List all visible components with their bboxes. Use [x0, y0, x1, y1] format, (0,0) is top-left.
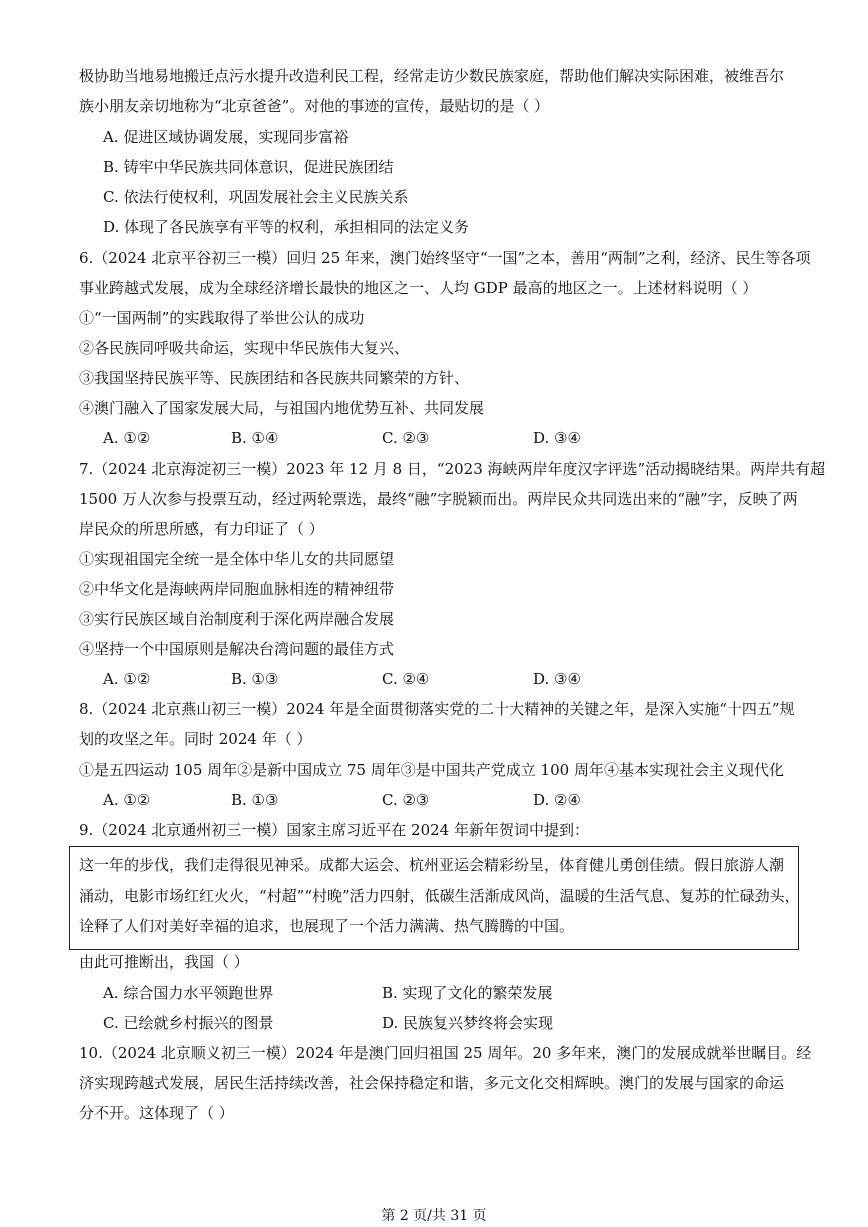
page-number: 第 2 页/共 31 页: [381, 1208, 487, 1224]
q5-option-d: D. 体现了各民族享有平等的权利，承担相同的法定义务: [103, 218, 470, 236]
q6-item-1: ①“一国两制”的实践取得了举世公认的成功: [79, 309, 365, 327]
q7-stem-line-2: 1500 万人次参与投票互动，经过两轮票选，最终“融”字脱颖而出。两岸民众共同选出来的“融”字，反映了两: [79, 490, 798, 508]
q8-option-c: C. ②③: [382, 791, 430, 809]
q8-option-a: A. ①②: [103, 791, 151, 809]
q7-stem-line-3: 岸民众的所思所感，有力印证了（ ）: [79, 520, 324, 538]
q10-stem-line-2: 济实现跨越式发展，居民生活持续改善，社会保持稳定和谐，多元文化交相辉映。澳门的发展与国家的命运: [79, 1074, 785, 1092]
q7-option-c: C. ②④: [382, 670, 430, 688]
q9-question: 由此可推断出，我国（ ）: [79, 953, 249, 971]
q9-quote-line-1: 这一年的步伐，我们走得很见神采。成都大运会、杭州亚运会精彩纷呈，体育健儿勇创佳绩。假日旅游人潮: [79, 856, 785, 874]
q7-option-a: A. ①②: [103, 670, 151, 688]
q6-item-4: ④澳门融入了国家发展大局，与祖国内地优势互补、共同发展: [79, 399, 485, 417]
q7-item-2: ②中华文化是海峡两岸同胞血脉相连的精神纽带: [79, 580, 395, 598]
q6-option-b: B. ①④: [231, 429, 279, 447]
q9-quote-line-3: 诠释了人们对美好幸福的追求，也展现了一个活力满满、热气腾腾的中国。: [79, 917, 575, 935]
q6-option-a: A. ①②: [103, 429, 151, 447]
q9-option-d: D. 民族复兴梦终将会实现: [382, 1014, 554, 1032]
q7-stem-line-1: 7.（2024 北京海淀初三一模）2023 年 12 月 8 日，“2023 海峡两岸年度汉字评选”活动揭晓结果。两岸共有超: [79, 460, 826, 478]
q6-option-c: C. ②③: [382, 429, 430, 447]
q9-stem-line-1: 9.（2024 北京通州初三一模）国家主席习近平在 2024 年新年贺词中提到：: [79, 821, 589, 839]
q8-item-1: ①是五四运动 105 周年②是新中国成立 75 周年③是中国共产党成立 100 周年④基本实现社会主义现代化: [79, 761, 784, 779]
q5-option-b: B. 铸牢中华民族共同体意识，促进民族团结: [103, 158, 394, 176]
q9-quote-line-2: 涌动，电影市场红红火火，“村超”“村晚”活力四射，低碳生活渐成风尚，温暖的生活气息、复苏的忙碌劲头，: [79, 887, 800, 905]
q7-option-d: D. ③④: [533, 670, 581, 688]
q10-stem-line-1: 10.（2024 北京顺义初三一模）2024 年是澳门回归祖国 25 周年。20 多年来，澳门的发展成就举世瞩目。经: [79, 1044, 812, 1062]
q7-item-3: ③实行民族区域自治制度利于深化两岸融合发展: [79, 610, 395, 628]
q10-stem-line-3: 分不开。这体现了（ ）: [79, 1104, 234, 1122]
q9-option-a: A. 综合国力水平领跑世界: [103, 984, 274, 1002]
q7-option-b: B. ①③: [231, 670, 279, 688]
q6-item-3: ③我国坚持民族平等、民族团结和各民族共同繁荣的方针、: [79, 369, 470, 387]
q8-option-d: D. ②④: [533, 791, 581, 809]
q8-stem-line-1: 8.（2024 北京燕山初三一模）2024 年是全面贯彻落实党的二十大精神的关键之年，是深入实施“十四五”规: [79, 700, 795, 718]
q5-option-c: C. 依法行使权利，巩固发展社会主义民族关系: [103, 188, 409, 206]
q7-item-4: ④坚持一个中国原则是解决台湾问题的最佳方式: [79, 640, 395, 658]
q8-option-b: B. ①③: [231, 791, 279, 809]
q5-option-a: A. 促进区域协调发展，实现同步富裕: [103, 128, 349, 146]
q5-stem-line-2: 族小朋友亲切地称为“北京爸爸”。对他的事迹的宣传，最贴切的是（ ）: [79, 97, 550, 115]
q6-option-d: D. ③④: [533, 429, 581, 447]
q6-item-2: ②各民族同呼吸共命运，实现中华民族伟大复兴、: [79, 339, 410, 357]
q6-stem-line-1: 6.（2024 北京平谷初三一模）回归 25 年来，澳门始终坚守“一国”之本，善用“两制”之利，经济、民生等各项: [79, 249, 811, 267]
q7-item-1: ①实现祖国完全统一是全体中华儿女的共同愿望: [79, 550, 395, 568]
q5-stem-line-1: 极协助当地易地搬迁点污水提升改造利民工程，经常走访少数民族家庭，帮助他们解决实际困难，被维吾尔: [79, 67, 785, 85]
q8-stem-line-2: 划的攻坚之年。同时 2024 年（ ）: [79, 730, 312, 748]
q9-option-b: B. 实现了文化的繁荣发展: [382, 984, 553, 1002]
q9-option-c: C. 已绘就乡村振兴的图景: [103, 1014, 274, 1032]
q6-stem-line-2: 事业跨越式发展，成为全球经济增长最快的地区之一、人均 GDP 最高的地区之一。上述材料说明（ ）: [79, 279, 758, 297]
